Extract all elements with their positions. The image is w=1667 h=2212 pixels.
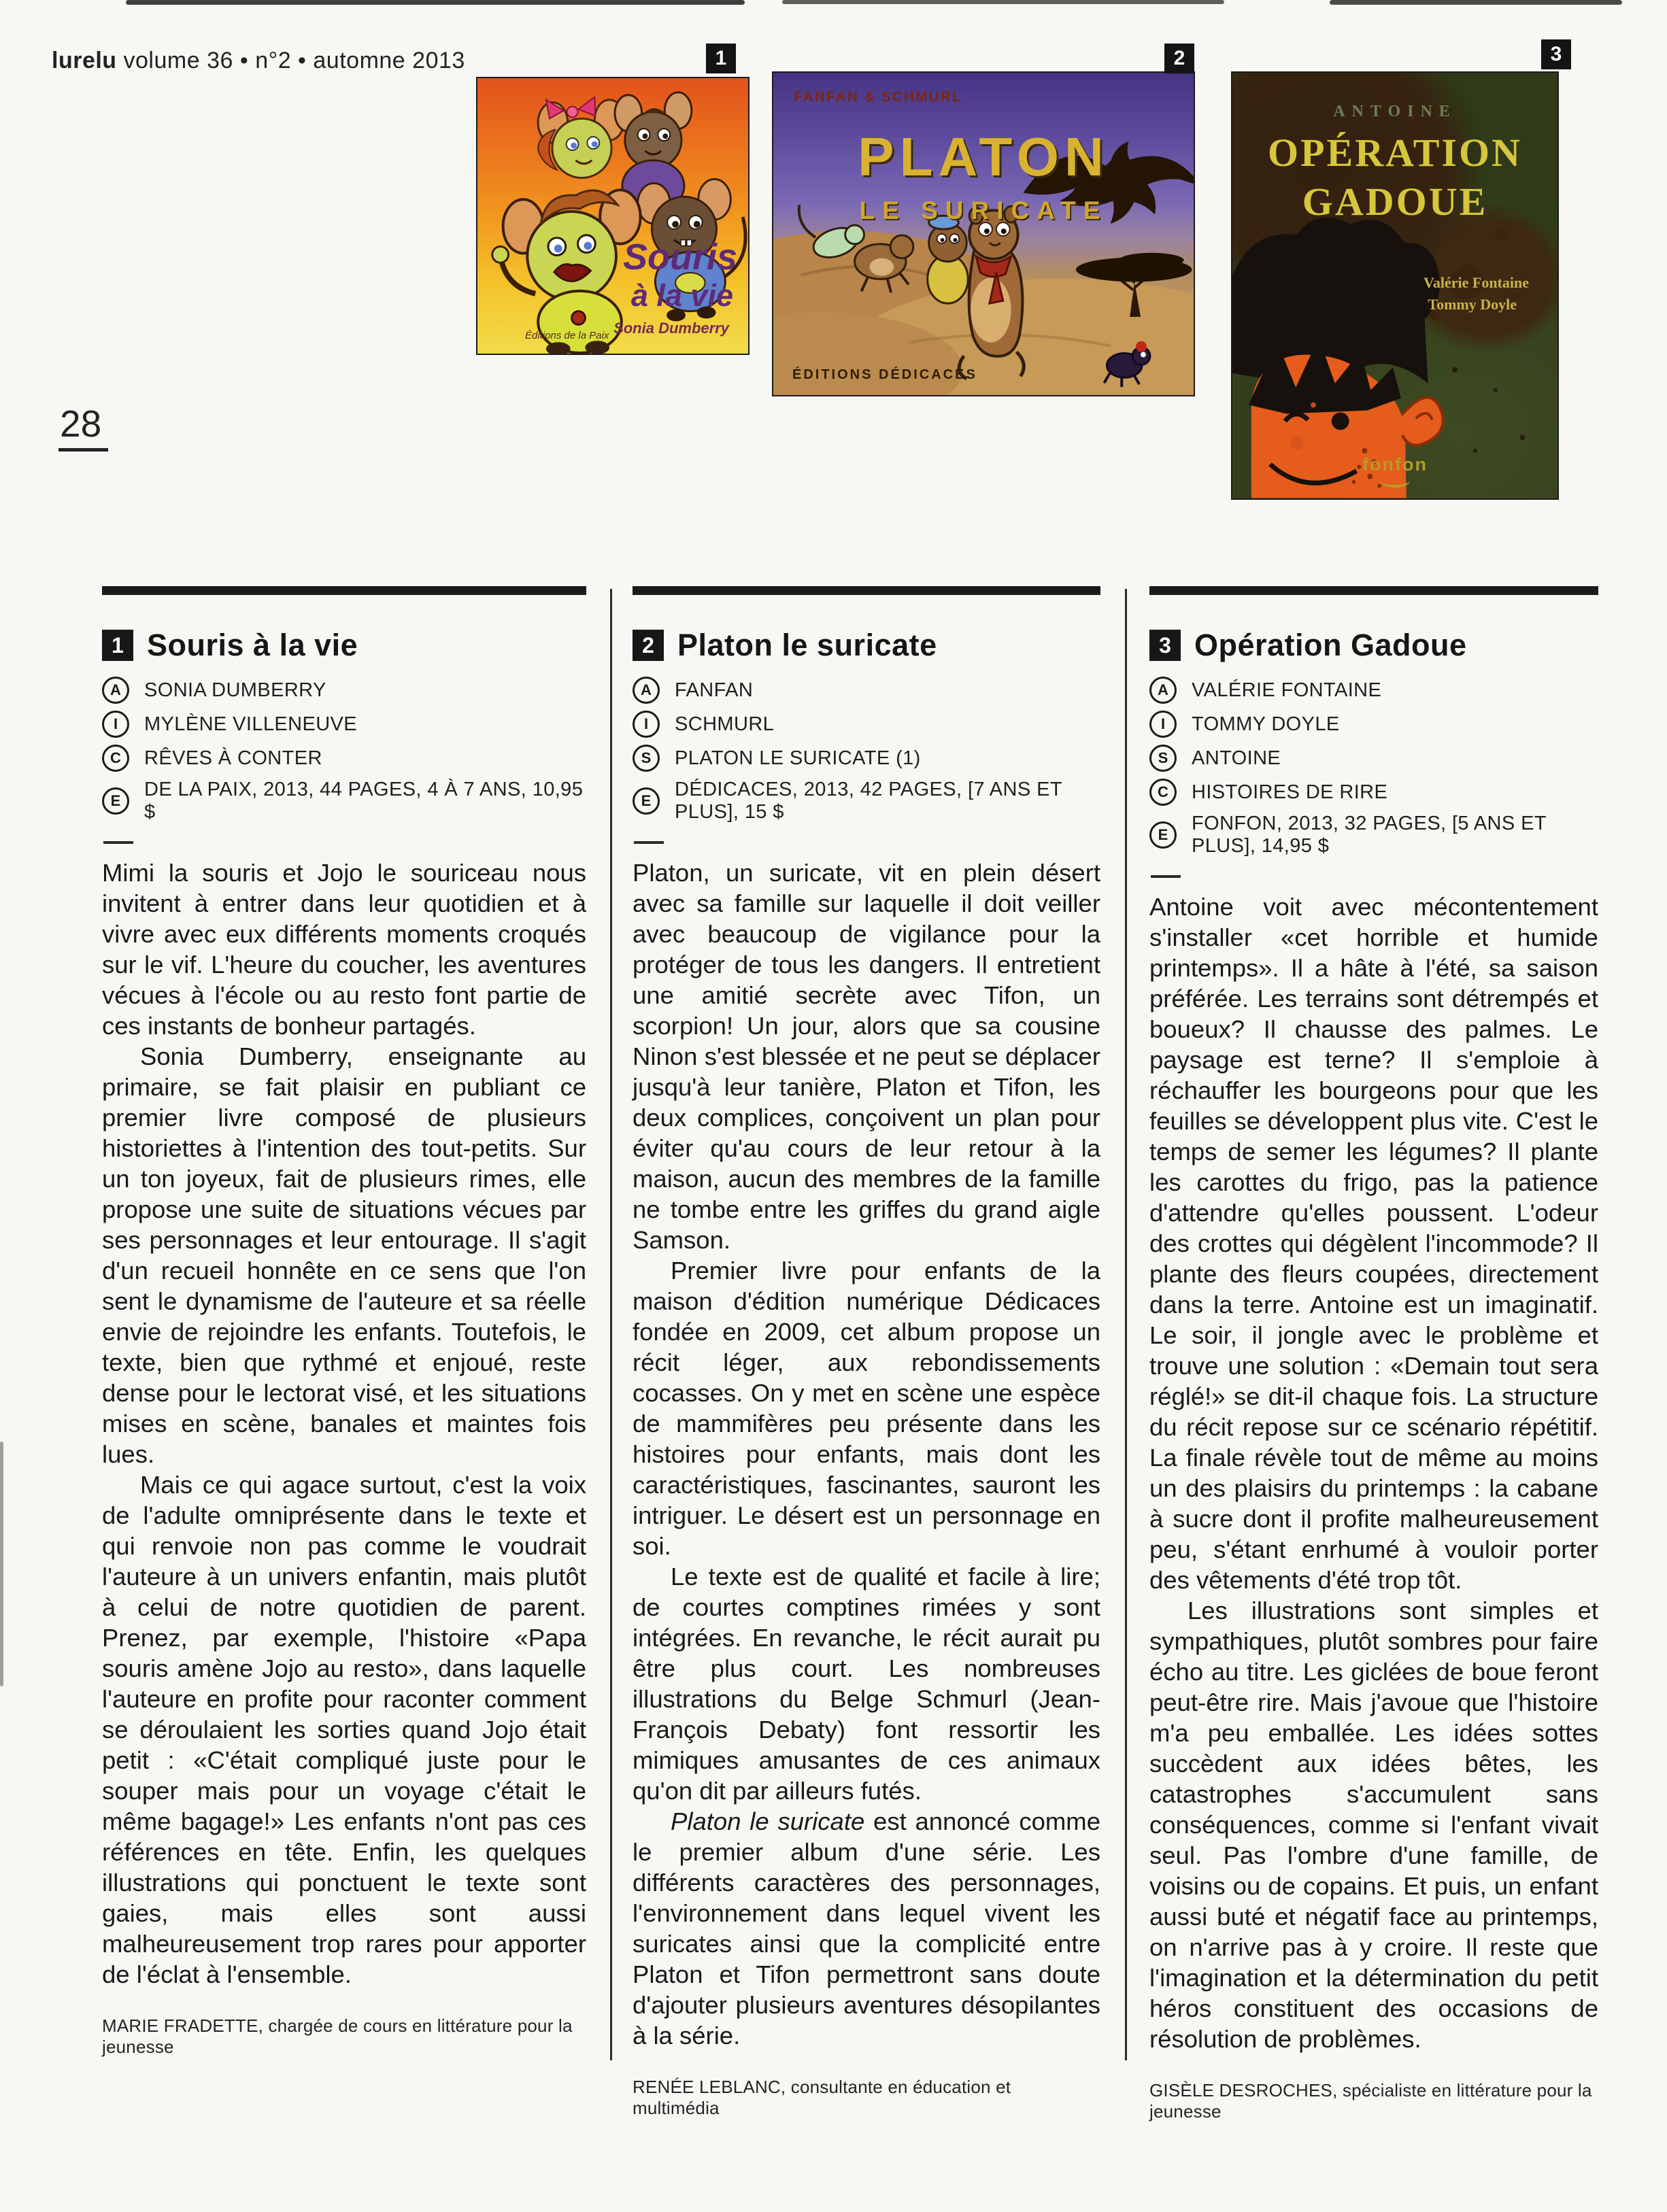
- credit-collection: C RÊVES À CONTER: [102, 745, 586, 772]
- cover3-title-line2: GADOUE: [1302, 180, 1488, 224]
- column-separator: [610, 589, 612, 2060]
- credit-edition: E DE LA PAIX, 2013, 44 PAGES, 4 À 7 ANS, 10,95 $: [102, 779, 586, 823]
- review-column-souris-a-la-vie: [102, 586, 586, 2058]
- credit-author: A VALÉRIE FONTAINE: [1149, 677, 1598, 704]
- cover1-publisher-logo: Éditions de la Paix: [525, 330, 609, 341]
- book-cover-souris-a-la-vie: [476, 77, 750, 355]
- reviewer-byline: [102, 2015, 586, 2058]
- edition-letter-icon: E: [102, 787, 129, 815]
- credit-illustrator: I TOMMY DOYLE: [1149, 711, 1598, 738]
- illustrator-letter-icon: I: [633, 711, 660, 738]
- review-paragraph: Le texte est de qualité et facile à lire; de courtes comptines rimées y sont intégrées. En revanche, le récit aurait pu être plus court. Les nombreuses illustrations du Belge Schmurl (Jean-François Debaty) font ressortir les mimiques amusantes de ces animaux qu'on dit par ailleurs futés.: [633, 1563, 1100, 1805]
- review-paragraph: Les illustrations sont simples et sympathiques, plutôt sombres pour faire écho au titre. Les giclées de boue feront peut-être rire. Mais j'avoue que l'histoire m'a peu emballée. Les idées sottes succèdent aux idées bêtes, les catastrophes s'accumulent sans conséquences, comme si l'enfant vivait seul. Pas l'ombre d'une famille, de voisins ou de copains. Et puis, un enfant aussi buté et négatif face au printemps, on n'arrive pas à y croire. Il reste que l'imagination et la détermination du petit héros constituent des occasions de résolution de problèmes.: [1149, 1597, 1598, 2053]
- review-paragraph: Mais ce qui agace surtout, c'est la voix de l'adulte omniprésente dans le texte et qui renvoie non pas comme le voudrait l'auteure à un univers enfantin, mais plutôt à celui de notre quotidien de parent. Prenez, par exemple, l'histoire «Papa souris amène Jojo au resto», dans laquelle l'auteure en profite pour raconter comment se déroulaient les sorties quand Jojo était petit : «C'était compliqué juste pour le souper mais pour un voyage c'était le même bagage!» Les enfants n'ont pas ces références en tête. Enfin, les quelques illustrations qui ponctuent le texte sont gaies, mais elles sont aussi malheureusement trop rares pour apporter de l'éclat à l'ensemble.: [102, 1471, 586, 1988]
- reviewer-name: RENÉE LEBLANC: [633, 2077, 781, 2097]
- cover3-series: ANTOINE: [1333, 103, 1457, 120]
- book-cover-operation-gadoue: [1231, 71, 1559, 500]
- cover3-author: Valérie Fontaine: [1424, 274, 1529, 291]
- column-top-rule: [633, 586, 1100, 595]
- cover-number-tag-1: 1: [706, 44, 736, 73]
- collection-letter-icon: C: [1149, 779, 1177, 806]
- book-title-italic: Platon le suricate: [671, 1807, 865, 1835]
- scan-smudge: [1330, 0, 1622, 5]
- scan-smudge: [126, 0, 745, 5]
- column-top-rule: [102, 586, 586, 595]
- review-number-badge: 1: [102, 630, 133, 661]
- cover1-author: Sonia Dumberry: [613, 320, 729, 337]
- magazine-issue: volume 36 • n°2 • automne 2013: [116, 48, 465, 73]
- credits-list: [633, 677, 1100, 823]
- review-number-badge: 2: [633, 630, 664, 661]
- series-letter-icon: S: [633, 745, 660, 772]
- book-cover-platon-le-suricate: [772, 71, 1195, 396]
- credit-illustrator: I MYLÈNE VILLENEUVE: [102, 711, 586, 738]
- review-header: [633, 628, 1100, 663]
- cover-number-tag-2: 2: [1164, 44, 1194, 73]
- cover1-title-line2: à la vie: [630, 278, 733, 313]
- collection-letter-icon: C: [102, 745, 129, 772]
- cover2-byline: FANFAN & SCHMURL: [794, 89, 962, 105]
- review-paragraph: Mimi la souris et Jojo le souriceau nous invitent à entrer dans leur quotidien et à vivre avec eux différents moments croqués sur le vif. L'heure du coucher, les aventures vécues à l'école ou au resto font partie de ces instants de bonheur partagés.: [102, 859, 586, 1040]
- cover1-title-line1: Souris: [622, 237, 737, 277]
- series-letter-icon: S: [1149, 745, 1177, 772]
- review-header: [102, 628, 586, 663]
- fonfon-smile-icon: [1380, 474, 1410, 488]
- cover3-illustrator: Tommy Doyle: [1428, 296, 1517, 313]
- credits-list: [1149, 677, 1598, 857]
- review-column-platon-le-suricate: [633, 586, 1100, 2119]
- credit-edition: E FONFON, 2013, 32 PAGES, [5 ANS ET PLUS], 14,95 $: [1149, 813, 1598, 857]
- review-number-badge: 3: [1149, 630, 1181, 661]
- credit-series: S ANTOINE: [1149, 745, 1598, 772]
- reviewer-byline: [1149, 2080, 1598, 2122]
- magazine-brand: lurelu: [52, 48, 117, 73]
- review-paragraph: Platon le suricate est annoncé comme le premier album d'une série. Les différents caractères des personnages, l'environnement dans lequel vivent les suricates ainsi que la complicité entre Platon et Tifon permettront sans doute d'ajouter plusieurs aventures désopilantes à la série.: [633, 1807, 1100, 2049]
- review-paragraph: Sonia Dumberry, enseignante au primaire, se fait plaisir en publiant ce premier livre composé de plusieurs historiettes à l'intention des tout-petits. Sur un ton joyeux, fait de plusieurs rimes, elle propose une suite de situations vécues par ses personnages et leur entourage. Il s'agit d'un recueil honnête en ce sens que l'on sent le dynamisme de l'auteure et sa réelle envie de rejoindre les enfants. Toutefois, le texte, bien que rythmé et enjoué, reste dense pour le lectorat visé, et les situations mises en scène, banales et maintes fois lues.: [102, 1042, 586, 1468]
- scan-smudge: [0, 1442, 3, 1686]
- credit-series: S PLATON LE SURICATE (1): [633, 745, 1100, 772]
- review-paragraph: Premier livre pour enfants de la maison d'édition numérique Dédicaces fondée en 2009, cet album propose un récit léger, aux rebondissements cocasses. On y met en scène une espèce de mammifères peu présente dans les histoires pour enfants, mais dont les caractéristiques, fascinantes, sauront les intriguer. Le désert est un personnage en soi.: [633, 1257, 1100, 1560]
- edition-letter-icon: E: [1149, 821, 1177, 849]
- reviewer-byline: [633, 2077, 1100, 2119]
- review-title: Platon le suricate: [677, 628, 937, 662]
- review-paragraph: Platon, un suricate, vit en plein désert avec sa famille sur laquelle il doit veiller avec beaucoup de vigilance pour la protéger de tous les dangers. Il entretient une amitié secrète avec Tifon, un scorpion! Un jour, alors que sa cousine Ninon s'est blessée et ne peut se déplacer jusqu'à leur tanière, Platon et Tifon, les deux complices, conçoivent un plan pour éviter qu'au cours de leur retour à la maison, aucun des membres de la famille ne tombe entre les griffes du grand aigle Samson.: [633, 859, 1100, 1254]
- author-letter-icon: A: [633, 677, 660, 704]
- review-title: Souris à la vie: [147, 628, 358, 662]
- author-letter-icon: A: [102, 677, 129, 704]
- review-title: Opération Gadoue: [1194, 628, 1467, 662]
- column-separator: [1125, 589, 1127, 2060]
- author-letter-icon: A: [1149, 677, 1177, 704]
- reviewer-role: , consultante en éducation et multimédia: [633, 2077, 1011, 2118]
- masthead: [52, 48, 465, 74]
- body-dash-divider: [103, 841, 133, 844]
- cover3-publisher-logo: fonfon: [1362, 454, 1428, 475]
- illustrator-letter-icon: I: [102, 711, 129, 738]
- desert-meerkats-illustration: [773, 73, 1194, 395]
- body-dash-divider: [634, 841, 664, 844]
- reviewer-name: GISÈLE DESROCHES: [1149, 2080, 1333, 2100]
- credits-list: [102, 677, 586, 823]
- credit-edition: E DÉDICACES, 2013, 42 PAGES, [7 ANS ET PLUS], 15 $: [633, 779, 1100, 823]
- credit-author: A FANFAN: [633, 677, 1100, 704]
- credit-author: A SONIA DUMBERRY: [102, 677, 586, 704]
- review-paragraph: Antoine voit avec mécontentement s'installer «cet horrible et humide printemps». Il a hâte à l'été, sa saison préférée. Les terrains sont détrempés et boueux? Il chausse des palmes. Le paysage est terne? Il s'emploie à réchauffer les bourgeons pour que les feuilles se développent plus vite. C'est le temps de semer les légumes? Il plante les carottes du frigo, pas la patience d'attendre qu'elles poussent. L'odeur des crottes qui dégèlent l'incommode? Il plante des fleurs coupées, directement dans la terre. Antoine est un imaginatif. Le soir, il jongle avec le problème et trouve une solution : «Demain tout sera réglé!» se dit-il chaque fois. La structure du récit repose sur ce scénario répétitif. La finale révèle tout de même au moins un des plaisirs du printemps : la cabane à sucre dont il profite malheureusement peu, s'étant enrhumé à vouloir porter des vêtements d'été trop tôt.: [1149, 893, 1598, 1594]
- credit-collection: C HISTOIRES DE RIRE: [1149, 779, 1598, 806]
- reviewer-role: , chargée de cours en littérature pour la jeunesse: [102, 2015, 573, 2057]
- body-dash-divider: [1151, 875, 1181, 878]
- cover2-title-line1: PLATON: [858, 126, 1109, 187]
- credit-illustrator: I SCHMURL: [633, 711, 1100, 738]
- reviewer-role: , spécialiste en littérature pour la jeunesse: [1149, 2080, 1592, 2122]
- edition-letter-icon: E: [633, 787, 660, 815]
- cover3-title-line1: OPÉRATION: [1268, 131, 1522, 175]
- page-number: 28: [58, 405, 108, 452]
- review-header: [1149, 628, 1598, 663]
- review-column-operation-gadoue: [1149, 586, 1598, 2122]
- cover2-title-line2: LE SURICATE: [859, 197, 1108, 224]
- reviewer-name: MARIE FRADETTE: [102, 2015, 258, 2036]
- column-top-rule: [1149, 586, 1598, 595]
- cover-number-tag-3: 3: [1541, 39, 1571, 69]
- cover2-publisher: ÉDITIONS DÉDICACES: [792, 367, 977, 382]
- illustrator-letter-icon: I: [1149, 711, 1177, 738]
- scan-smudge: [782, 0, 1224, 4]
